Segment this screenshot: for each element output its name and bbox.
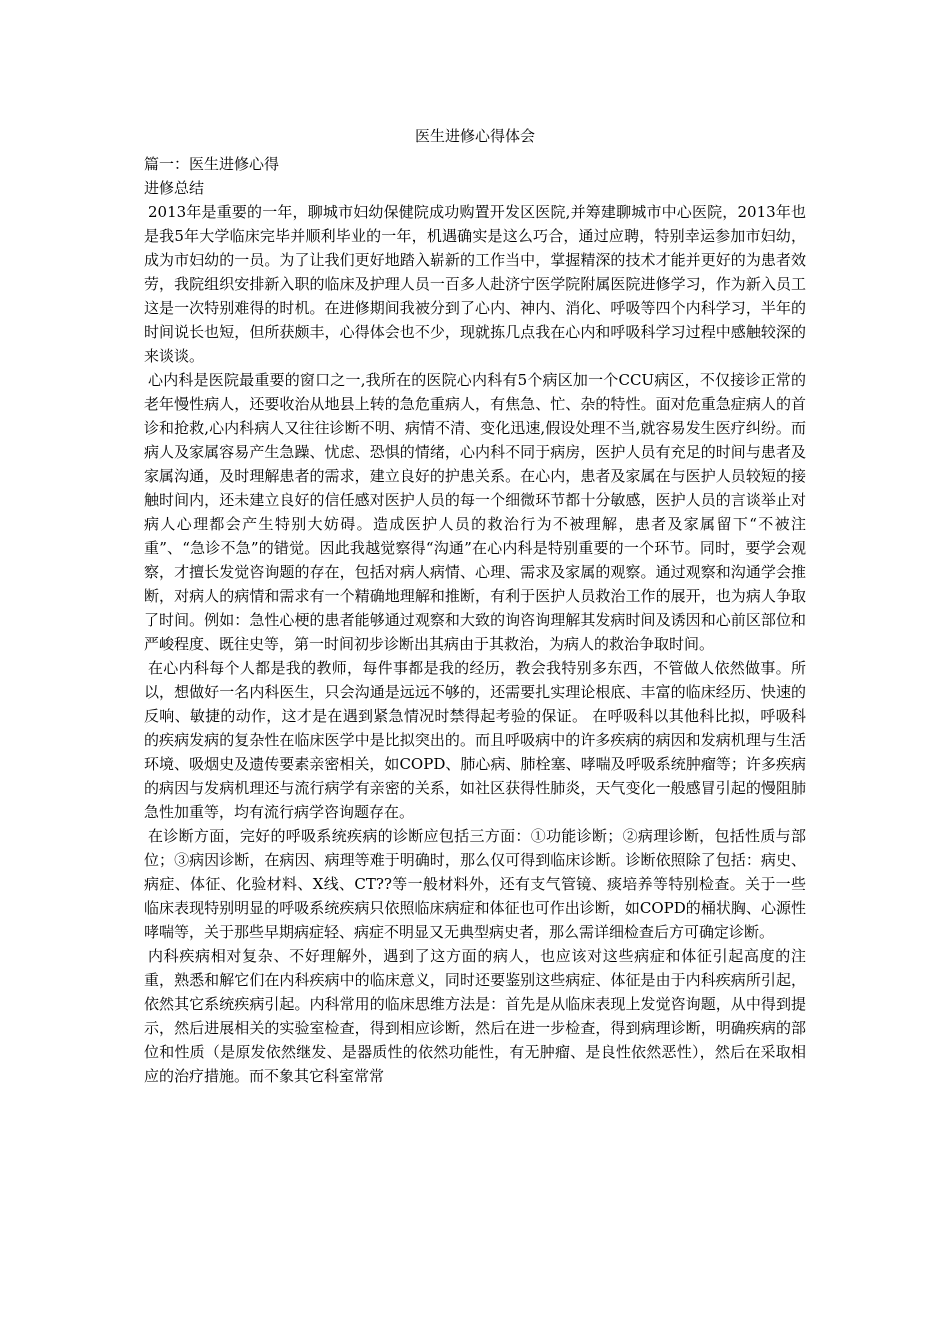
sub-heading: 进修总结 <box>144 179 205 197</box>
paragraph-5: 内科疾病相对复杂、不好理解外，遇到了这方面的病人，也应该对这些病症和体征引起高度的注重，熟悉和解它们在内科疾病中的临床意义，同时还要鉴别这些病症、体征是由于内科疾病所引起，依然其它系统疾病引起。内科常用的临床思维方法是：首先是从临床表现上发觉咨询题，从中得到提示，然后进展相关的实验室检查，得到相应诊断，然后在进一步检查，得到病理诊断，明确疾病的部位和性质（是原发依然继发、是器质性的依然功能性，有无肿瘤、是良性依然恶性），然后在采取相应的治疗措施。而不象其它科室常常 <box>144 947 806 1085</box>
document-body <box>144 124 806 1088</box>
paragraph-4: 在诊断方面，完好的呼吸系统疾病的诊断应包括三方面：①功能诊断；②病理诊断，包括性质与部位；③病因诊断，在病因、病理等难于明确时，那么仅可得到临床诊断。诊断依照除了包括：病史、病症、体征、化验材料、X线、CT??等一般材料外，还有支气管镜、痰培养等特别检查。关于一些临床表现特别明显的呼吸系统疾病只依照临床病症和体征也可作出诊断，如COPD的桶状胸、心源性哮喘等，关于那些早期病症轻、病症不明显又无典型病史者，那么需详细检查后方可确定诊断。 <box>144 827 806 941</box>
paragraph-3: 在心内科每个人都是我的教师，每件事都是我的经历，教会我特别多东西，不管做人依然做事。所以，想做好一名内科医生，只会沟通是远远不够的，还需要扎实理论根底、丰富的临床经历、快速的反响、敏捷的动作，这才是在遇到紧急情况时禁得起考验的保证。 在呼吸科以其他科比拟，呼吸科的疾病发病的复杂性在临床医学中是比拟突出的。而且呼吸病中的许多疾病的病因和发病机理与生活环境、吸烟史及遗传要素亲密相关，如COPD、肺心病、肺栓塞、哮喘及呼吸系统肿瘤等；许多疾病的病因与发病机理还与流行病学有亲密的关系，如社区获得性肺炎，天气变化一般感冒引起的慢阻肺急性加重等，均有流行病学咨询题存在。 <box>144 659 806 821</box>
part-heading: 篇一：医生进修心得 <box>144 155 280 173</box>
paragraph-2: 心内科是医院最重要的窗口之一,我所在的医院心内科有5个病区加一个CCU病区，不仅接诊正常的老年慢性病人，还要收治从地县上转的急危重病人，有焦急、忙、杂的特性。面对危重急症病人的首诊和抢救,心内科病人又往往诊断不明、病情不清、变化迅速,假设处理不当,就容易发生医疗纠纷。而病人及家属容易产生急躁、忧虑、恐惧的情绪，心内科不同于病房，医护人员有充足的时间与患者及家属沟通，及时理解患者的需求，建立良好的护患关系。在心内，患者及家属在与医护人员较短的接触时间内，还未建立良好的信任感对医护人员的每一个细微环节都十分敏感，医护人员的言谈举止对病人心理都会产生特别大妨碍。造成医护人员的救治行为不被理解，患者及家属留下“不被注重”、“急诊不急”的错觉。因此我越觉察得“沟通”在心内科是特别重要的一个环节。同时，要学会观察，才擅长发觉咨询题的存在，包括对病人病情、心理、需求及家属的观察。通过观察和沟通学会推断，对病人的病情和需求有一个精确地理解和推断，有利于医护人员救治工作的展开，也为病人争取了时间。例如：急性心梗的患者能够通过观察和大致的询咨询理解其发病时间及诱因和心前区部位和严峻程度、既往史等，第一时间初步诊断出其病由于其救治，为病人的救治争取时间。 <box>144 371 806 653</box>
document-title: 医生进修心得体会 <box>414 127 535 145</box>
paragraph-1: 2013年是重要的一年，聊城市妇幼保健院成功购置开发区医院,并筹建聊城市中心医院，2013年也是我5年大学临床完毕并顺利毕业的一年，机遇确实是这么巧合，通过应聘，特别幸运参加市妇幼，成为市妇幼的一员。为了让我们更好地踏入崭新的工作当中，掌握精深的技术才能并更好的为患者效劳，我院组织安排新入职的临床及护理人员一百多人赴济宁医学院附属医院进修学习，作为新入员工这是一次特别难得的时机。在进修期间我被分到了心内、神内、消化、呼吸等四个内科学习，半年的时间说长也短，但所获颇丰，心得体会也不少，现就拣几点我在心内和呼吸科学习过程中感触较深的来谈谈。 <box>144 203 806 365</box>
